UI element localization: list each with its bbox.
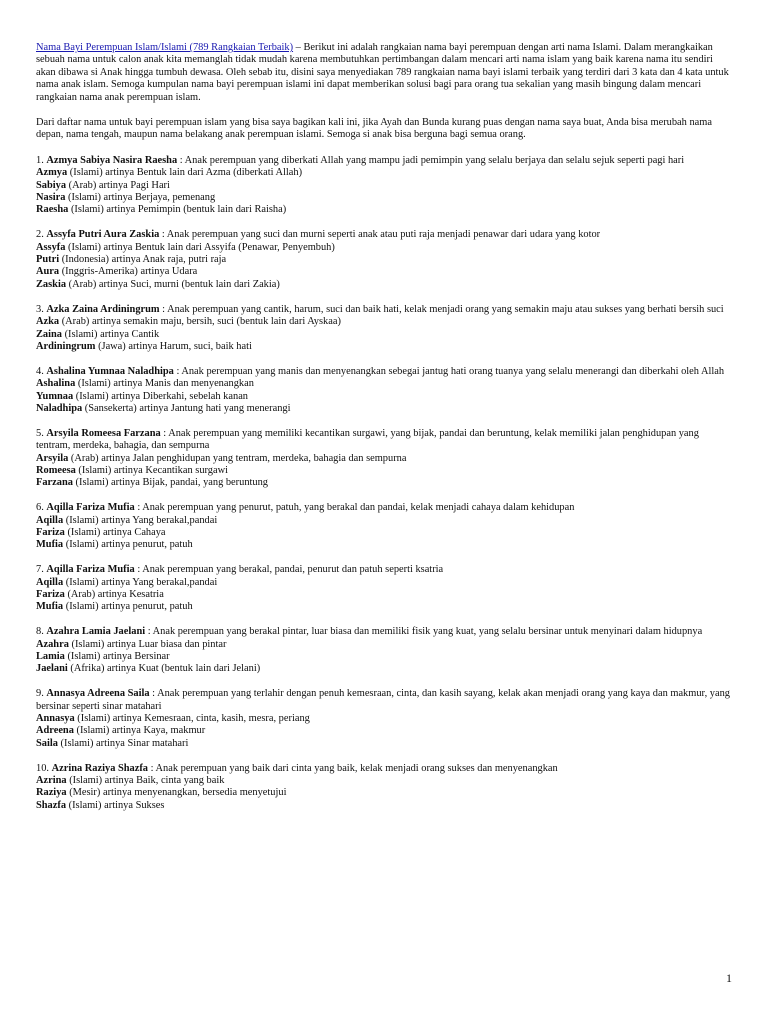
entry-full-name: Azahra Lamia Jaelani	[46, 626, 146, 638]
name-meaning: (Islami) artinya Bersinar	[64, 650, 170, 662]
name-meaning: (Islami) artinya Yang berakal,pandai	[63, 576, 218, 588]
name-part: Fariza	[36, 588, 65, 600]
name-part: Romeesa	[36, 464, 76, 476]
name-part-row	[36, 204, 732, 216]
name-part-row	[36, 192, 732, 204]
name-meaning: (Islami) artinya Bentuk lain dari Assyifa (Penawar, Penyembuh)	[65, 241, 335, 253]
entry-description: : Anak perempuan yang cantik, harum, suci dan baik hati, kelak menjadi orang yang semakin maju atau sukses yang berhati bersih suci	[159, 303, 724, 315]
name-part-row	[36, 378, 732, 390]
name-part: Nasira	[36, 192, 66, 204]
name-meaning: (Arab) artinya semakin maju, bersih, suci (bentuk lain dari Ayskaa)	[59, 316, 341, 328]
intro-paragraph-2: Dari daftar nama untuk bayi perempuan islam yang bisa saya bagikan kali ini, jika Ayah dan Bunda kurang puas dengan nama saya buat, Anda bisa merubah nama depan, nama tengah, maupun nama belakang anak perempuan islami. Semoga si anak bisa berguna bagi semua orang.	[36, 117, 712, 141]
name-list	[36, 155, 732, 812]
entry-full-name: Ashalina Yumnaa Naladhipa	[46, 365, 174, 377]
name-part: Fariza	[36, 526, 65, 538]
name-part: Saila	[36, 737, 58, 749]
entry-number: 1.	[36, 154, 44, 166]
name-part-row	[36, 787, 732, 799]
name-part-row	[36, 341, 732, 353]
name-meaning: (Islami) artinya Bijak, pandai, yang beruntung	[72, 477, 268, 489]
entry-heading	[36, 428, 732, 453]
entry-heading	[36, 366, 732, 378]
name-meaning: (Islami) artinya Berjaya, pemenang	[65, 192, 216, 204]
name-meaning: (Islami) artinya Manis dan menyenangkan	[75, 378, 254, 390]
name-meaning: (Islami) artinya penurut, patuh	[63, 539, 193, 551]
name-part: Aqilla	[36, 576, 64, 588]
name-part: Raziya	[36, 787, 67, 799]
page-number: 1	[726, 971, 732, 985]
name-meaning: (Afrika) artinya Kuat (bentuk lain dari Jelani)	[67, 663, 261, 675]
name-part-row	[36, 738, 732, 750]
name-meaning: (Arab) artinya Kesatria	[64, 588, 164, 600]
entry-number: 3.	[36, 303, 44, 315]
entry-number: 2.	[36, 229, 44, 241]
entry-number: 5.	[36, 427, 44, 439]
name-part: Arsyila	[36, 452, 69, 464]
name-part: Yumnaa	[36, 390, 74, 402]
name-meaning: (Islami) artinya Cahaya	[64, 526, 166, 538]
name-meaning: (Arab) artinya Pagi Hari	[66, 179, 170, 191]
entry-full-name: Azmya Sabiya Nasira Raesha	[46, 154, 178, 166]
name-part: Mufia	[36, 539, 64, 551]
name-entry	[36, 502, 732, 552]
entry-heading	[36, 626, 732, 638]
intro-text: – Berikut ini adalah rangkaian nama bayi perempuan dengan arti nama Islami. Dalam merangkaikan sebuah nama untuk calon anak kita memanglah tidak mudah karena membutuhkan pertimbangan dalam mencari arti nama islam yang baik karena nama itu sendiri akan dibawa si Anak hingga tumbuh dewasa. Oleh sebab itu, disini saya menyediakan 789 rangkaian nama bayi islami terbaik yang terdiri dari 3 kata dan 4 kata untuk nama anak islam. Semoga kumpulan nama bayi perempuan islami ini dapat memberikan solusi bagi para orang tua sekalian yang masih bingung dalam mencari rangkaian nama anak perempuan islam.	[36, 42, 729, 103]
name-entry	[36, 626, 732, 676]
name-part-row	[36, 539, 732, 551]
name-part-row	[36, 180, 732, 192]
name-part: Zaina	[36, 328, 62, 340]
name-entry	[36, 229, 732, 291]
name-meaning: (Islami) artinya penurut, patuh	[63, 601, 193, 613]
intro-paragraph	[36, 42, 732, 104]
name-part-row	[36, 663, 732, 675]
name-part-row	[36, 775, 732, 787]
name-part: Farzana	[36, 477, 73, 489]
entry-heading	[36, 763, 732, 775]
name-part-row	[36, 329, 732, 341]
name-part: Azmya	[36, 167, 68, 179]
name-entry	[36, 428, 732, 490]
entry-description: : Anak perempuan yang terlahir dengan penuh kemesraan, cinta, dan kasih sayang, kelak akan menjadi orang yang kaya dan makmur, yang bersinar seperti sinar matahari	[36, 688, 730, 712]
entry-heading	[36, 688, 732, 713]
name-part-row	[36, 800, 732, 812]
name-part: Ashalina	[36, 378, 76, 390]
name-part: Naladhipa	[36, 402, 83, 414]
name-entry	[36, 763, 732, 813]
entry-description: : Anak perempuan yang memiliki kecantikan surgawi, yang bijak, pandai dan beruntung, kelak memiliki jalan penghidupan yang tentram, merdeka, bahagia, dan sempurna	[36, 427, 699, 452]
entry-full-name: Arsyila Romeesa Farzana	[46, 427, 161, 439]
name-part-row	[36, 279, 732, 291]
name-part-row	[36, 254, 732, 266]
name-meaning: (Islami) artinya Sinar matahari	[57, 737, 189, 749]
entry-description: : Anak perempuan yang berakal, pandai, penurut dan patuh seperti ksatria	[134, 564, 444, 576]
entry-number: 6.	[36, 502, 44, 514]
name-entry	[36, 688, 732, 750]
entry-heading	[36, 502, 732, 514]
name-part-row	[36, 527, 732, 539]
name-meaning: (Mesir) artinya menyenangkan, bersedia menyetujui	[66, 787, 287, 799]
article-title-link[interactable]: Nama Bayi Perempuan Islam/Islami (789 Rangkaian Terbaik)	[36, 42, 294, 53]
name-meaning: (Islami) artinya Baik, cinta yang baik	[66, 775, 225, 787]
name-meaning: (Arab) artinya Jalan penghidupan yang tentram, merdeka, bahagia dan sempurna	[68, 452, 407, 464]
name-part-row	[36, 577, 732, 589]
entry-heading	[36, 155, 732, 167]
entry-full-name: Annasya Adreena Saila	[46, 688, 150, 700]
name-part-row	[36, 316, 732, 328]
name-meaning: (Jawa) artinya Harum, suci, baik hati	[95, 340, 252, 352]
name-meaning: (Islami) artinya Bentuk lain dari Azma (diberkati Allah)	[67, 167, 303, 179]
name-entry	[36, 155, 732, 217]
name-part-row	[36, 391, 732, 403]
name-part: Putri	[36, 254, 60, 266]
name-entry	[36, 564, 732, 614]
entry-heading	[36, 564, 732, 576]
name-part-row	[36, 651, 732, 663]
name-part: Lamia	[36, 650, 65, 662]
name-meaning: (Sansekerta) artinya Jantung hati yang menerangi	[82, 402, 291, 414]
entry-description: : Anak perempuan yang manis dan menyenangkan sebegai jantug hati orang tuanya yang selalu menerangi dan diberkahi oleh Allah	[173, 365, 725, 377]
name-part-row	[36, 266, 732, 278]
name-part: Zaskia	[36, 278, 67, 290]
entry-description: : Anak perempuan yang berakal pintar, luar biasa dan memiliki fisik yang kuat, yang selalu bersinar untuk menyinari dalam hidupnya	[145, 626, 703, 638]
name-part: Sabiya	[36, 179, 67, 191]
entry-full-name: Aqilla Fariza Mufia	[46, 564, 135, 576]
name-part: Azahra	[36, 638, 69, 650]
name-meaning: (Islami) artinya Cantik	[62, 328, 160, 340]
name-entry	[36, 304, 732, 354]
name-meaning: (Islami) artinya Pemimpin (bentuk lain dari Raisha)	[68, 204, 287, 216]
name-part-row	[36, 453, 732, 465]
entry-number: 10.	[36, 762, 49, 774]
name-meaning: (Indonesia) artinya Anak raja, putri raja	[59, 254, 227, 266]
name-meaning: (Islami) artinya Kaya, makmur	[73, 725, 206, 737]
name-meaning: (Islami) artinya Yang berakal,pandai	[63, 514, 218, 526]
name-meaning: (Islami) artinya Kecantikan surgawi	[75, 464, 228, 476]
entry-description: : Anak perempuan yang diberkati Allah yang mampu jadi pemimpin yang selalu berjaya dan selalu sejuk seperti pagi hari	[177, 154, 685, 166]
name-part: Aqilla	[36, 514, 64, 526]
name-part: Aura	[36, 266, 60, 278]
name-meaning: (Islami) artinya Luar biasa dan pintar	[68, 638, 227, 650]
name-meaning: (Inggris-Amerika) artinya Udara	[59, 266, 198, 278]
name-part-row	[36, 167, 732, 179]
entry-description: : Anak perempuan yang penurut, patuh, yang berakal dan pandai, kelak menjadi cahaya dalam kehidupan	[134, 502, 575, 514]
name-part-row	[36, 465, 732, 477]
name-meaning: (Islami) artinya Kemesraan, cinta, kasih, mesra, periang	[74, 713, 310, 724]
name-part: Assyfa	[36, 241, 66, 253]
name-part: Shazfa	[36, 799, 67, 811]
name-part-row	[36, 477, 732, 489]
name-part: Azka	[36, 316, 60, 328]
entry-description: : Anak perempuan yang suci dan murni seperti anak atau puti raja menjadi penawar dari udara yang kotor	[159, 229, 601, 241]
name-entry	[36, 366, 732, 416]
entry-number: 4.	[36, 365, 44, 377]
name-part-row	[36, 713, 732, 725]
name-meaning: (Islami) artinya Diberkahi, sebelah kanan	[73, 390, 248, 402]
name-part-row	[36, 725, 732, 737]
name-part-row	[36, 589, 732, 601]
name-part-row	[36, 242, 732, 254]
name-part-row	[36, 639, 732, 651]
name-meaning: (Islami) artinya Sukses	[66, 799, 165, 811]
name-part-row	[36, 515, 732, 527]
name-part-row	[36, 403, 732, 415]
name-meaning: (Arab) artinya Suci, murni (bentuk lain dari Zakia)	[66, 278, 280, 290]
name-part: Ardiningrum	[36, 340, 96, 352]
name-part: Mufia	[36, 601, 64, 613]
entry-number: 8.	[36, 626, 44, 638]
name-part: Adreena	[36, 725, 74, 737]
entry-full-name: Aqilla Fariza Mufia	[46, 502, 135, 514]
name-part: Azrina	[36, 775, 67, 787]
entry-full-name: Azrina Raziya Shazfa	[51, 762, 149, 774]
name-part: Raesha	[36, 204, 69, 216]
entry-number: 9.	[36, 688, 44, 700]
entry-heading	[36, 304, 732, 316]
entry-description: : Anak perempuan yang baik dari cinta yang baik, kelak menjadi orang sukses dan menyenangkan	[148, 762, 558, 774]
name-part-row	[36, 601, 732, 613]
name-part: Jaelani	[36, 663, 68, 675]
entry-number: 7.	[36, 564, 44, 576]
entry-full-name: Assyfa Putri Aura Zaskia	[46, 229, 160, 241]
entry-heading	[36, 229, 732, 241]
entry-full-name: Azka Zaina Ardiningrum	[46, 303, 160, 315]
name-part: Annasya	[36, 713, 75, 724]
